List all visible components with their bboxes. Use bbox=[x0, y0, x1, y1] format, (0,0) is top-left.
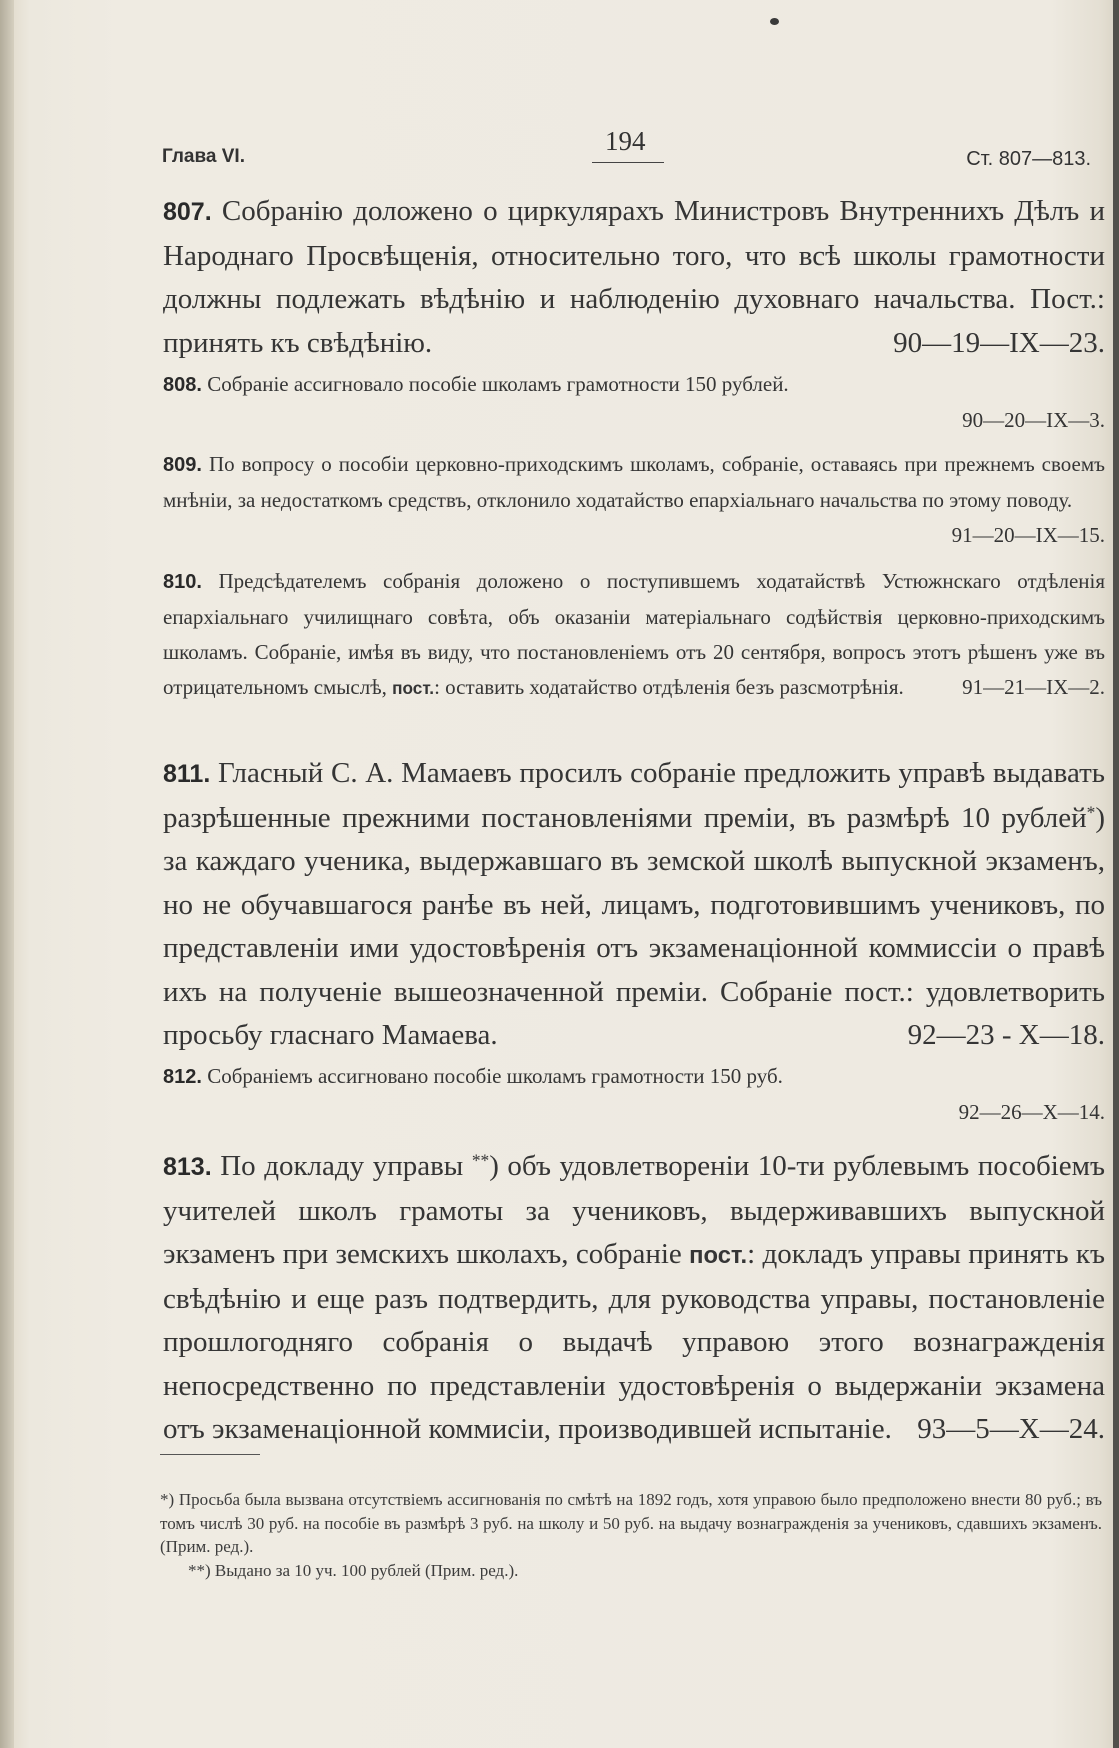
ink-speck bbox=[770, 18, 779, 25]
entry-text-continued: ) объ удовлетвореніи 10-ти рублевымъ пособіемъ учителей школъ грамоты за учениковъ, выдерживавшихъ выпускной экзаменъ при земскихъ школахъ, собраніе bbox=[163, 1150, 1105, 1270]
page-number-rule bbox=[592, 162, 664, 163]
entry-number: 809. bbox=[163, 454, 202, 476]
footnote-2 bbox=[160, 1559, 1102, 1583]
entry-809 bbox=[163, 447, 1105, 553]
entry-paragraph bbox=[163, 447, 1105, 547]
footnote-separator bbox=[160, 1454, 260, 1455]
page-edge bbox=[1113, 0, 1119, 1748]
footnotes bbox=[160, 1488, 1102, 1582]
entry-paragraph bbox=[163, 564, 1105, 706]
entry-reference: 93—5—X—24. bbox=[917, 1413, 1105, 1445]
entry-reference: 92—23 - X—18. bbox=[907, 1019, 1105, 1051]
article-range: Ст. 807—813. bbox=[966, 148, 1091, 170]
entry-808 bbox=[163, 367, 1105, 438]
entry-807 bbox=[163, 190, 1105, 365]
entry-810 bbox=[163, 564, 1105, 706]
entry-text: Собраніемъ ассигновано пособіе школамъ грамотности 150 руб. bbox=[207, 1064, 783, 1088]
entry-paragraph bbox=[163, 1059, 1105, 1095]
footnote-1-text: Просьба была вызвана отсутствіемъ ассигнованія по смѣтѣ на 1892 годъ, хотя управою было предположено внести 80 руб.; въ томъ числѣ 30 руб. на пособіе въ размѣрѣ 3 руб. на школу и 50 руб. на выдачу вознагражденія за учениковъ, сдавшихъ экзаменъ. (Прим. ред.). bbox=[160, 1490, 1102, 1556]
running-head bbox=[150, 118, 1099, 178]
entry-812 bbox=[163, 1059, 1105, 1130]
entry-number: 812. bbox=[163, 1066, 202, 1088]
chapter-label: Глава VI. bbox=[162, 146, 245, 167]
entry-reference: 92—26—X—14. bbox=[958, 1100, 1105, 1124]
entry-number: 811. bbox=[163, 760, 211, 788]
footnote-2-mark: **) bbox=[188, 1560, 211, 1580]
footnote-2-text: Выдано за 10 уч. 100 рублей (Прим. ред.). bbox=[214, 1560, 519, 1580]
decision-marker: пост. bbox=[392, 678, 435, 698]
entry-number: 810. bbox=[163, 571, 202, 593]
entry-reference: 90—19—IX—23. bbox=[893, 326, 1105, 359]
entry-text-final: : докладъ управы принять къ свѣдѣнію и еще разъ подтвердить, для руководства управы, постановленіе прошлогодняго собранія о выдачѣ управою этого вознагражденія непосредственно по представленіи удостовѣренія о выдержаніи экзамена отъ экзаменаціонной коммисіи, производившей испытаніе. bbox=[163, 1238, 1106, 1445]
entry-text: По докладу управы bbox=[220, 1150, 464, 1182]
entry-text: По вопросу о пособіи церковно-приходскимъ школамъ, собраніе, оставаясь при прежнемъ своемъ мнѣніи, за недостаткомъ средствъ, отклонило ходатайство епархіальнаго начальства по этому поводу. bbox=[163, 452, 1105, 512]
entry-paragraph bbox=[163, 752, 1105, 1058]
entry-text-continued: : оставить ходатайство отдѣленія безъ разсмотрѣнія. bbox=[434, 675, 904, 699]
entry-text: Гласный С. А. Мамаевъ просилъ собраніе предложить управѣ выдавать разрѣшенные прежними постановленіями преміи, въ размѣрѣ 10 рублей bbox=[163, 757, 1106, 834]
entry-reference: 90—20—IX—3. bbox=[962, 408, 1105, 432]
entry-paragraph bbox=[163, 367, 1105, 403]
binding-shadow bbox=[0, 0, 14, 1748]
entry-number: 808. bbox=[163, 374, 202, 396]
entry-number: 813. bbox=[163, 1153, 212, 1181]
footnote-marker: ** bbox=[471, 1150, 490, 1171]
entry-text-continued: ) за каждаго ученика, выдержавшаго въ земской школѣ выпускной экзаменъ, но не обучавшагося ранѣе въ ней, лицамъ, подготовившимъ учениковъ, по представленіи ими удостовѣренія отъ экзаменаціонной коммиссіи о правѣ ихъ на полученіе вышеозначенной преміи. Собраніе пост.: удовлетворить просьбу гласнаго Мамаева. bbox=[163, 801, 1105, 1051]
entry-reference: 91—20—IX—15. bbox=[951, 523, 1105, 547]
decision-marker: пост. bbox=[689, 1242, 748, 1269]
footnote-marker: * bbox=[1086, 801, 1096, 822]
entry-811 bbox=[163, 752, 1105, 1058]
entry-text: Предсѣдателемъ собранія доложено о поступившемъ ходатайствѣ Устюжнскаго отдѣленія епархіальнаго училищнаго совѣта, объ оказаніи матеріальнаго содѣйствія церковно-приходскимъ школамъ. Собраніе, имѣя въ виду, что постановленіемъ отъ 20 сентября, вопросъ этотъ рѣшенъ уже въ отрицательномъ смыслѣ, bbox=[163, 569, 1105, 699]
entry-text: Собраніе ассигновало пособіе школамъ грамотности 150 рублей. bbox=[207, 372, 789, 396]
footnote-1-mark: *) bbox=[160, 1490, 175, 1509]
entry-paragraph bbox=[163, 190, 1105, 365]
entry-813 bbox=[163, 1145, 1105, 1452]
entry-text: Собранію доложено о циркулярахъ Министровъ Внутреннихъ Дѣлъ и Народнаго Просвѣщенія, относительно того, что всѣ школы грамотности должны подлежать вѣдѣнію и наблюденію духовнаго начальства. Пост.: принять къ свѣдѣнію. bbox=[163, 195, 1105, 359]
entry-paragraph bbox=[163, 1145, 1105, 1452]
footnote-1 bbox=[160, 1488, 1102, 1559]
entry-reference: 91—21—IX—2. bbox=[962, 675, 1105, 699]
page-number: 194 bbox=[605, 126, 646, 156]
entry-number: 807. bbox=[163, 198, 212, 226]
